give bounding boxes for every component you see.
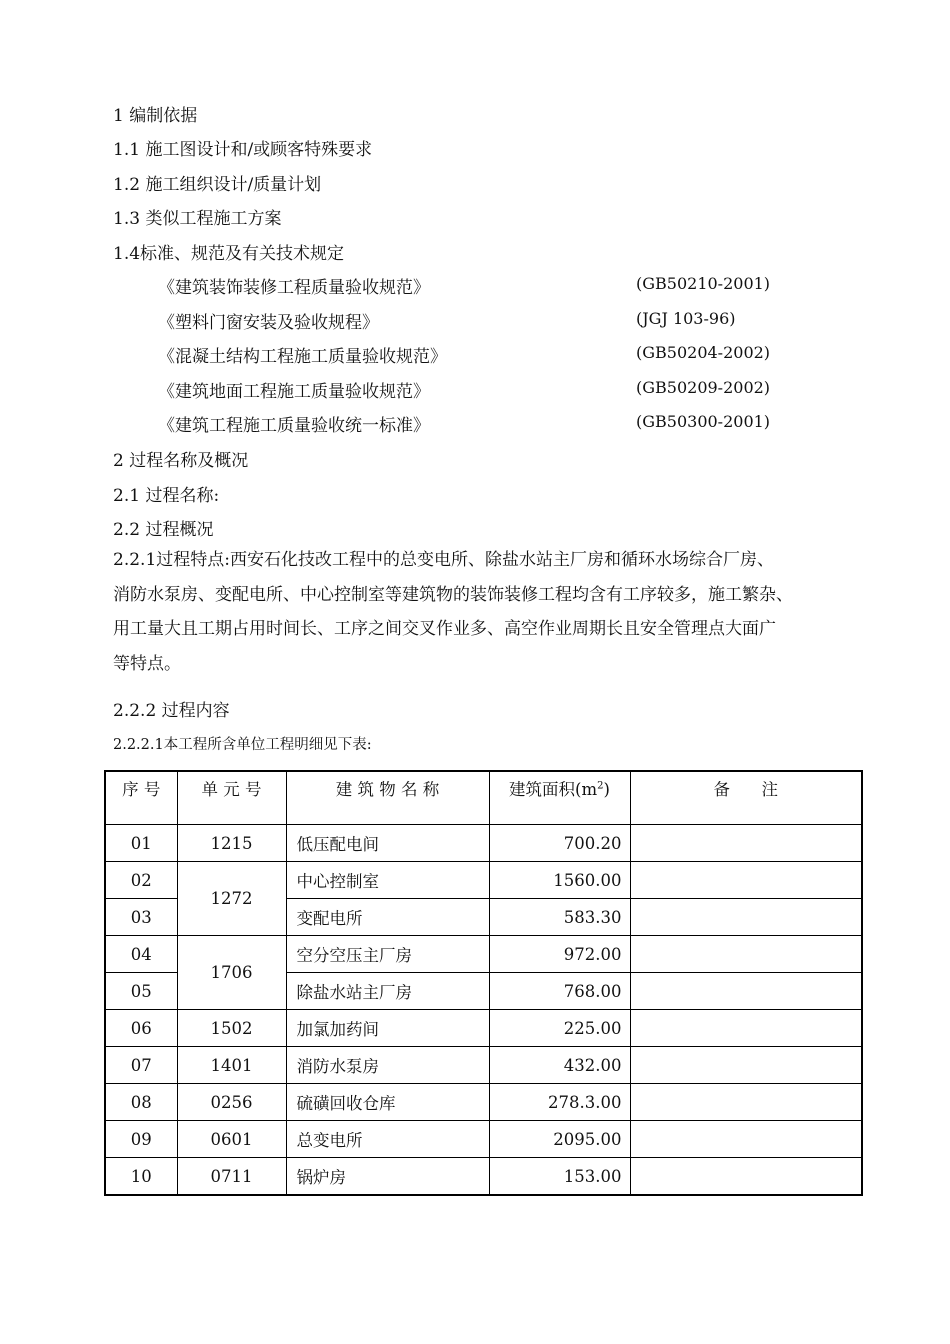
cell-unit: 1502 — [177, 1010, 286, 1047]
header-area — [489, 771, 630, 825]
cell-area: 225.00 — [489, 1010, 630, 1047]
cell-seq: 07 — [105, 1047, 177, 1084]
cell-unit: 1272 — [177, 862, 286, 936]
header-unit: 单 元 号 — [177, 771, 286, 825]
cell-seq: 05 — [105, 973, 177, 1010]
cell-unit: 0601 — [177, 1121, 286, 1158]
heading-1-3: 1.3 类似工程施工方案 — [113, 209, 282, 229]
standard-name: 《建筑工程施工质量验收统一标准》 — [158, 416, 430, 436]
cell-unit: 1401 — [177, 1047, 286, 1084]
cell-note — [630, 1084, 862, 1121]
cell-name: 加氯加药间 — [286, 1010, 489, 1047]
cell-name: 总变电所 — [286, 1121, 489, 1158]
heading-1-4: 1.4标准、规范及有关技术规定 — [113, 244, 345, 264]
cell-seq: 03 — [105, 899, 177, 936]
cell-seq: 09 — [105, 1121, 177, 1158]
standard-name: 《混凝土结构工程施工质量验收规范》 — [158, 347, 447, 367]
cell-name: 低压配电间 — [286, 825, 489, 862]
table-row — [105, 1047, 862, 1084]
standard-code: (GB50300-2001) — [636, 412, 771, 431]
cell-note — [630, 899, 862, 936]
cell-seq: 02 — [105, 862, 177, 899]
cell-name: 中心控制室 — [286, 862, 489, 899]
table-row — [105, 825, 862, 862]
standard-code: (JGJ 103-96) — [636, 309, 736, 328]
table-row — [105, 1121, 862, 1158]
cell-note — [630, 973, 862, 1010]
paragraph-line: 等特点。 — [113, 654, 181, 675]
header-area-text: 建筑面积(m — [509, 780, 598, 799]
table-row — [105, 1010, 862, 1047]
cell-note — [630, 862, 862, 899]
cell-note — [630, 1121, 862, 1158]
heading-1-1: 1.1 施工图设计和/或顾客特殊要求 — [113, 140, 373, 160]
heading-1: 1 编制依据 — [113, 106, 198, 126]
table-row — [105, 862, 862, 899]
cell-area: 2095.00 — [489, 1121, 630, 1158]
cell-unit: 1706 — [177, 936, 286, 1010]
header-area-sup: 2 — [597, 780, 604, 792]
cell-note — [630, 1158, 862, 1196]
cell-note — [630, 1047, 862, 1084]
table-row — [105, 936, 862, 973]
cell-area: 768.00 — [489, 973, 630, 1010]
heading-2-1: 2.1 过程名称: — [113, 486, 220, 506]
standard-name: 《建筑装饰装修工程质量验收规范》 — [158, 278, 430, 298]
heading-2-2: 2.2 过程概况 — [113, 520, 214, 540]
cell-unit: 1215 — [177, 825, 286, 862]
cell-name: 除盐水站主厂房 — [286, 973, 489, 1010]
cell-area: 278.3.00 — [489, 1084, 630, 1121]
paragraph-process-features — [113, 543, 861, 682]
paragraph-line: 用工量大且工期占用时间长、工序之间交叉作业多、高空作业周期长且安全管理点大面广 — [113, 619, 776, 640]
cell-name: 锅炉房 — [286, 1158, 489, 1196]
cell-unit: 0256 — [177, 1084, 286, 1121]
heading-2: 2 过程名称及概况 — [113, 451, 249, 471]
cell-seq: 10 — [105, 1158, 177, 1196]
table-row — [105, 1158, 862, 1196]
cell-area: 432.00 — [489, 1047, 630, 1084]
paragraph-line: 2.2.1过程特点:西安石化技改工程中的总变电所、除盐水站主厂房和循环水场综合厂房、 — [113, 550, 774, 570]
unit-project-table — [104, 770, 863, 1196]
cell-note — [630, 825, 862, 862]
cell-note — [630, 936, 862, 973]
cell-seq: 04 — [105, 936, 177, 973]
header-seq: 序 号 — [105, 771, 177, 825]
table-row — [105, 1084, 862, 1121]
cell-area: 153.00 — [489, 1158, 630, 1196]
cell-seq: 06 — [105, 1010, 177, 1047]
cell-seq: 01 — [105, 825, 177, 862]
cell-name: 消防水泵房 — [286, 1047, 489, 1084]
standard-code: (GB50204-2002) — [636, 343, 771, 362]
cell-seq: 08 — [105, 1084, 177, 1121]
heading-1-2: 1.2 施工组织设计/质量计划 — [113, 175, 322, 195]
cell-name: 空分空压主厂房 — [286, 936, 489, 973]
header-note: 备 注 — [630, 771, 862, 825]
heading-2-2-2: 2.2.2 过程内容 — [113, 701, 230, 721]
header-name: 建 筑 物 名 称 — [286, 771, 489, 825]
heading-2-2-2-1: 2.2.2.1本工程所含单位工程明细见下表: — [113, 737, 372, 753]
standard-name: 《塑料门窗安装及验收规程》 — [158, 313, 379, 333]
table-header-row — [105, 771, 862, 825]
standard-code: (GB50210-2001) — [636, 274, 771, 293]
cell-area: 700.20 — [489, 825, 630, 862]
cell-unit: 0711 — [177, 1158, 286, 1196]
cell-name: 硫磺回收仓库 — [286, 1084, 489, 1121]
cell-name: 变配电所 — [286, 899, 489, 936]
cell-area: 972.00 — [489, 936, 630, 973]
cell-area: 1560.00 — [489, 862, 630, 899]
header-area-close: ) — [603, 780, 610, 799]
cell-note — [630, 1010, 862, 1047]
paragraph-line: 消防水泵房、变配电所、中心控制室等建筑物的装饰装修工程均含有工序较多，施工繁杂、 — [113, 584, 793, 605]
standard-name: 《建筑地面工程施工质量验收规范》 — [158, 382, 430, 402]
cell-area: 583.30 — [489, 899, 630, 936]
standard-code: (GB50209-2002) — [636, 378, 771, 397]
